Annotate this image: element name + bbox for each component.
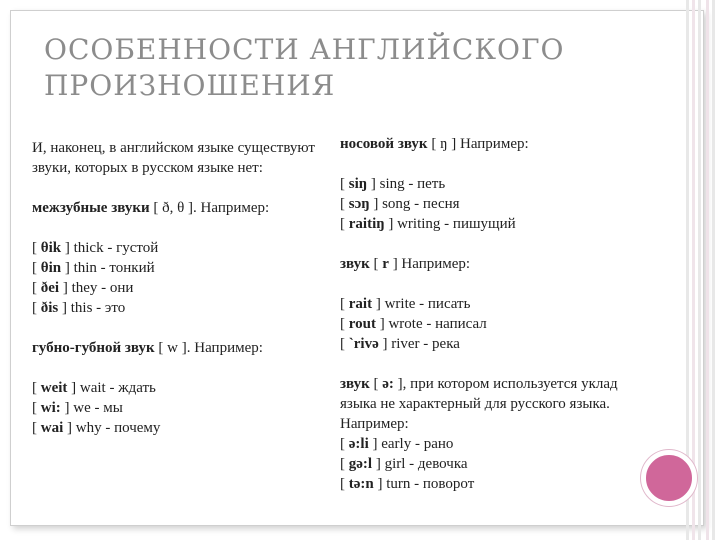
slide-title: ОСОБЕННОСТИ АНГЛИЙСКОГО ПРОИЗНОШЕНИЯ — [44, 33, 565, 102]
example-line: [ tə:n ] turn - поворот — [340, 476, 475, 492]
example-line: [ `rivə ] river - река — [340, 336, 460, 352]
example-line: [ θin ] thin - тонкий — [32, 260, 155, 276]
decor-stripe — [692, 0, 695, 540]
intro-text: И, наконец, в английском языке существуют звуки, которых в русском языке нет: — [32, 140, 315, 176]
example-line: [ ðei ] they - они — [32, 280, 134, 296]
example-line: [ θik ] thick - густой — [32, 240, 159, 256]
schwa-heading: звук [ ə: ], при котором используется уклад языка не характерный для русского языка. Например: — [340, 376, 618, 432]
example-line: [ ə:li ] early - рано — [340, 436, 454, 452]
example-line: [ weit ] wait - ждать — [32, 380, 156, 396]
left-column — [32, 138, 332, 438]
decor-stripe — [698, 0, 701, 540]
example-line: [ wi: ] we - мы — [32, 400, 123, 416]
example-line: [ siŋ ] sing - петь — [340, 176, 446, 192]
example-line: [ rait ] write - писать — [340, 296, 471, 312]
decor-circle — [641, 450, 697, 506]
example-line: [ gə:l ] girl - девочка — [340, 456, 468, 472]
example-line: [ sɔŋ ] song - песня — [340, 196, 460, 212]
example-line: [ wai ] why - почему — [32, 420, 161, 436]
example-line: [ rout ] wrote - написал — [340, 316, 487, 332]
example-line: [ ðis ] this - это — [32, 300, 126, 316]
decor-stripe — [706, 0, 709, 540]
decor-stripe — [712, 0, 715, 540]
right-column — [340, 134, 670, 494]
interdental-heading: межзубные звуки [ ð, θ ]. Например: — [32, 200, 270, 216]
labial-heading: губно-губной звук [ w ]. Например: — [32, 340, 263, 356]
r-heading: звук [ r ] Например: — [340, 256, 471, 272]
nasal-heading: носовой звук [ ŋ ] Например: — [340, 136, 529, 152]
example-line: [ raitiŋ ] writing - пишущий — [340, 216, 516, 232]
